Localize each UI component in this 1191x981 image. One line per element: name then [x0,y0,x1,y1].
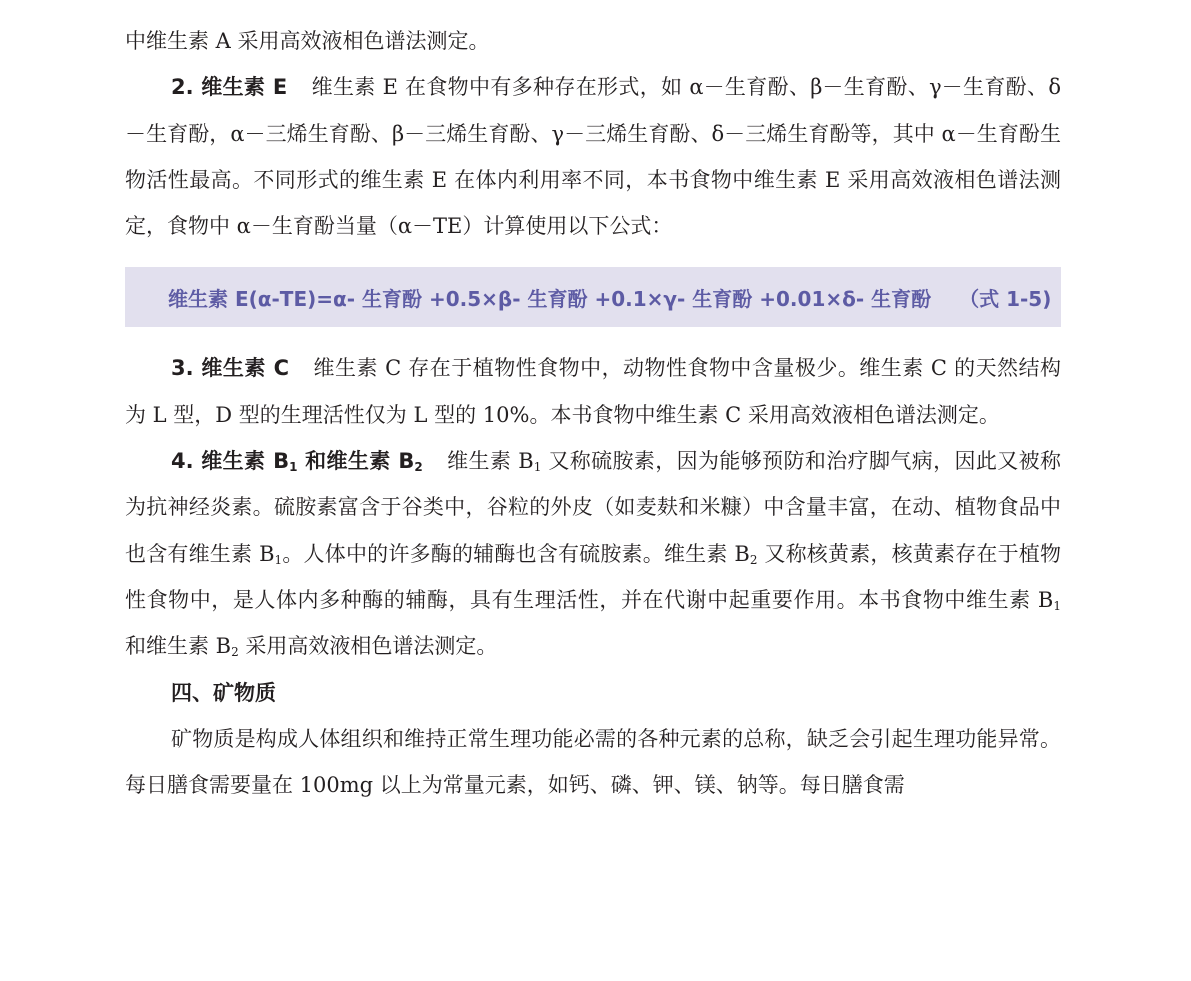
vitamin-e-body: 维生素 E 在食物中有多种存在形式，如 α－生育酚、β－生育酚、γ－生育酚、δ－生育酚，α－三烯生育酚、β－三烯生育酚、γ－三烯生育酚、δ－三烯生育酚等，其中 α－生育酚生物活性最高。不同形式的维生素 E 在体内利用率不同，本书食物中维生素 E 采用高效液相色谱法测定，食物中 α－生育酚当量（α－TE）计算使用以下公式： [125,75,1062,239]
paragraph-vitamin-b [125,438,1061,669]
formula-box [125,267,1061,327]
formula-number: （式 1-5) [959,286,1052,311]
formula-expression: 维生素 E(α-TE)=α- 生育酚 +0.5×β- 生育酚 +0.1×γ- 生育酚 +0.01×δ- 生育酚 [168,286,932,311]
paragraph-vitamin-e [125,64,1061,249]
paragraph-vitamin-a-end: 中维生素 A 采用高效液相色谱法测定。 [125,29,490,53]
heading-vitamin-e: 2. 维生素 E [171,75,288,100]
paragraph-vitamin-c [125,345,1061,438]
vitamin-c-body: 维生素 C 存在于植物性食物中，动物性食物中含量极少。维生素 C 的天然结构为 L 型，D 型的生理活性仅为 L 型的 10%。本书食物中维生素 C 采用高效液相色谱法测定。 [125,356,1061,427]
document-page [125,18,1061,808]
heading-vitamin-b: 4. 维生素 $B_1$ 和维生素 $B_2$ [171,449,423,475]
vitamin-b-body: 维生素 $B_1$ 又称硫胺素，因为能够预防和治疗脚气病，因此又被称为抗神经炎素。硫胺素富含于谷类中，谷粒的外皮（如麦麸和米糠）中含量丰富，在动、植物食品中也含有维生素 $B_1$。人体中的许多酶的辅酶也含有硫胺素。维生素 $B_2$ 又称核黄素，核黄素存在于植物性食物中，是人体内多种酶的辅酶，具有生理活性，并在代谢中起重要作用。本书食物中维生素 $B_1$ 和维生素 $B_2$ 采用高效液相色谱法测定。 [125,449,1061,660]
formula-1-5 [168,283,1051,312]
section-heading-minerals: 四、矿物质 [171,680,276,705]
heading-vitamin-c: 3. 维生素 C [171,356,290,381]
paragraph-minerals: 矿物质是构成人体组织和维持正常生理功能必需的各种元素的总称，缺乏会引起生理功能异常。每日膳食需要量在 100mg 以上为常量元素，如钙、磷、钾、镁、钠等。每日膳食需 [125,726,1061,798]
